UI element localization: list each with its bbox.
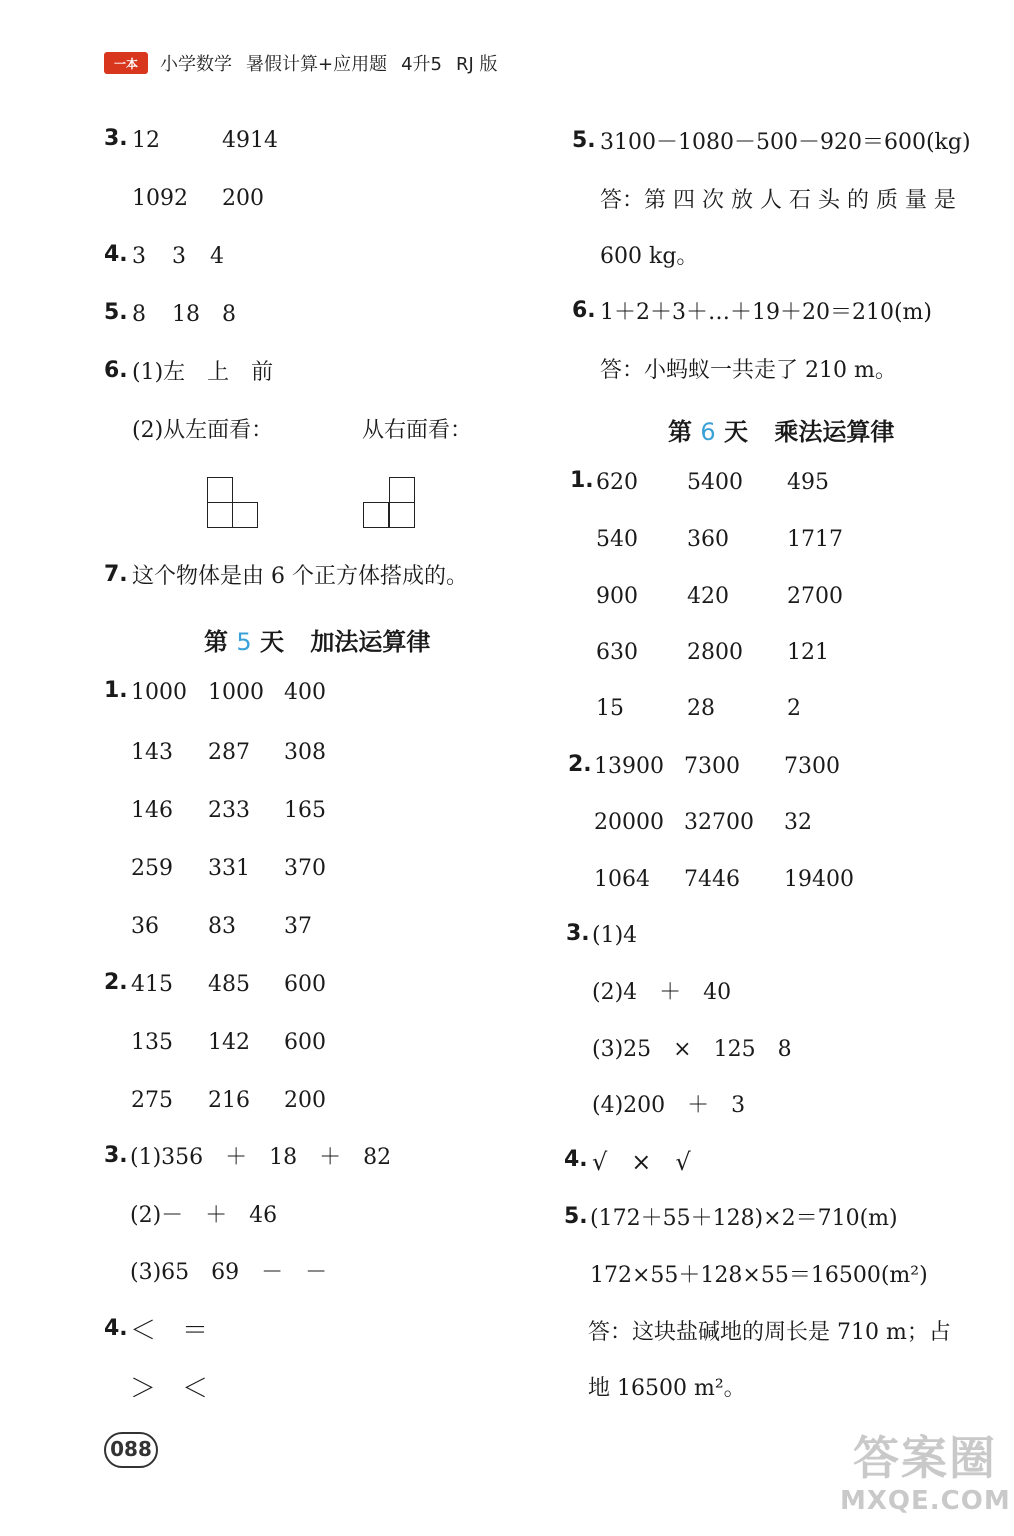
answer-value: 620 [596, 470, 638, 495]
question-number: 5. [104, 300, 128, 325]
equation: 1＋2＋3＋…＋19＋20＝210(m) [600, 300, 932, 325]
answer-value: 360 [687, 527, 729, 552]
answer-text: 这个物体是由 6 个正方体搭成的。 [132, 564, 468, 589]
question-number: 3. [104, 1143, 128, 1168]
answer-value: 36 [131, 914, 159, 939]
answer-value: 4 [210, 244, 224, 269]
equation: 172×55＋128×55＝16500(m²) [590, 1263, 928, 1288]
answer-value: 420 [687, 584, 729, 609]
answer-value: 7300 [684, 754, 740, 779]
answer-text: ＜ ＝ [130, 1316, 209, 1346]
answer-text: (2)4 ＋ 40 [592, 980, 732, 1005]
question-number: 5. [564, 1204, 588, 1229]
heading-suffix: 天 [260, 628, 284, 656]
answer-value: 600 [284, 972, 326, 997]
answer-value: 18 [172, 302, 200, 327]
answer-value: 900 [596, 584, 638, 609]
answer-text: (2)从左面看： [132, 418, 274, 443]
question-number: 1. [104, 678, 128, 703]
section-title: 加法运算律 [310, 628, 431, 656]
figure-square [232, 502, 258, 528]
answer-value: 287 [208, 740, 250, 765]
answer-value: 2700 [787, 584, 843, 609]
figure-square [363, 502, 389, 528]
answer-text: (2)－ ＋ 46 [130, 1203, 278, 1228]
answer-value: 200 [284, 1088, 326, 1113]
answer-value: 485 [208, 972, 250, 997]
answer-value: 630 [596, 640, 638, 665]
answer-value: 142 [208, 1030, 250, 1055]
answer-value: 1092 [132, 186, 188, 211]
answer-value: 121 [787, 640, 829, 665]
answer-value: 32700 [684, 810, 754, 835]
answer-text: (1)4 [592, 923, 638, 948]
question-number: 6. [104, 358, 128, 383]
answer-value: 28 [687, 696, 715, 721]
answer-value: 3 [172, 244, 186, 269]
header-book: 暑假计算+应用题 [246, 54, 388, 75]
answer-value: 143 [131, 740, 173, 765]
answer-text: 答：这块盐碱地的周长是 710 m；占 [588, 1320, 951, 1345]
answer-value: 146 [131, 798, 173, 823]
question-number: 6. [572, 298, 596, 323]
answer-text: 600 kg。 [600, 244, 699, 269]
question-number: 7. [104, 562, 128, 587]
answer-value: 165 [284, 798, 326, 823]
answer-text: (1)左 上 前 [132, 360, 274, 385]
page-header [104, 50, 512, 76]
header-grade: 4升5 [401, 54, 442, 75]
question-number: 1. [570, 468, 594, 493]
answer-text: (3)65 69 － － [130, 1260, 328, 1285]
answer-value: 19400 [784, 867, 854, 892]
header-edition: RJ 版 [456, 54, 498, 75]
day-number: 5 [236, 628, 252, 656]
answer-text: (3)25 × 125 8 [592, 1037, 792, 1062]
day-number: 6 [700, 418, 716, 446]
equation: 3100－1080－500－920＝600(kg) [600, 130, 971, 155]
answer-value: 2 [787, 696, 801, 721]
section-heading-day6 [668, 412, 894, 447]
equation: (172＋55＋128)×2＝710(m) [590, 1206, 898, 1231]
figure-square [389, 477, 415, 503]
answer-value: 1717 [787, 527, 843, 552]
answer-value: 2800 [687, 640, 743, 665]
answer-text: (1)356 ＋ 18 ＋ 82 [130, 1145, 392, 1170]
question-number: 4. [104, 1316, 128, 1341]
answer-value: 3 [132, 244, 146, 269]
answer-text: 答：第 四 次 放 人 石 头 的 质 量 是 [600, 188, 956, 213]
answer-value: 308 [284, 740, 326, 765]
answer-value: 259 [131, 856, 173, 881]
answer-value: 7446 [684, 867, 740, 892]
answer-text: 答：小蚂蚁一共走了 210 m。 [600, 358, 897, 383]
answer-value: 1000 [131, 680, 187, 705]
answer-value: 495 [787, 470, 829, 495]
heading-prefix: 第 [668, 418, 692, 446]
section-heading-day5 [204, 622, 430, 657]
figure-square [207, 477, 233, 503]
figure-square [389, 502, 415, 528]
question-number: 5. [572, 128, 596, 153]
answer-value: 8 [132, 302, 146, 327]
answer-value: 12 [132, 128, 160, 153]
answer-value: 331 [208, 856, 250, 881]
answer-value: 1064 [594, 867, 650, 892]
answer-value: 415 [131, 972, 173, 997]
figure-square [207, 502, 233, 528]
question-number: 2. [568, 752, 592, 777]
answer-value: 8 [222, 302, 236, 327]
answer-value: 5400 [687, 470, 743, 495]
answer-text: 地 16500 m²。 [588, 1376, 746, 1401]
question-number: 3. [104, 126, 128, 151]
header-subject: 小学数学 [160, 54, 232, 75]
watermark-url: MXQE.COM [840, 1486, 1011, 1516]
page-number: 088 [104, 1432, 158, 1468]
answer-value: 37 [284, 914, 312, 939]
answer-value: 13900 [594, 754, 664, 779]
heading-suffix: 天 [724, 418, 748, 446]
answer-text: 从右面看： [362, 418, 473, 443]
answer-value: 4914 [222, 128, 278, 153]
answer-value: 20000 [594, 810, 664, 835]
answer-text: (4)200 ＋ 3 [592, 1093, 746, 1118]
watermark-text: 答案圈 [853, 1431, 997, 1485]
site-watermark [840, 1430, 1010, 1530]
answer-value: 200 [222, 186, 264, 211]
answer-value: 7300 [784, 754, 840, 779]
question-number: 4. [564, 1147, 588, 1172]
answer-value: 32 [784, 810, 812, 835]
question-number: 2. [104, 970, 128, 995]
answer-value: 1000 [208, 680, 264, 705]
section-title: 乘法运算律 [774, 418, 895, 446]
answer-value: 400 [284, 680, 326, 705]
brand-logo: 一本 [104, 52, 148, 74]
answer-value: 600 [284, 1030, 326, 1055]
answer-value: 233 [208, 798, 250, 823]
answer-value: 83 [208, 914, 236, 939]
answer-value: 135 [131, 1030, 173, 1055]
question-number: 3. [566, 921, 590, 946]
answer-value: 15 [596, 696, 624, 721]
question-number: 4. [104, 242, 128, 267]
answer-value: 540 [596, 527, 638, 552]
answer-value: 370 [284, 856, 326, 881]
heading-prefix: 第 [204, 628, 228, 656]
answer-value: 216 [208, 1088, 250, 1113]
answer-value: 275 [131, 1088, 173, 1113]
answer-text: ＞ ＜ [130, 1374, 209, 1404]
answer-text: √ × √ [592, 1148, 691, 1176]
